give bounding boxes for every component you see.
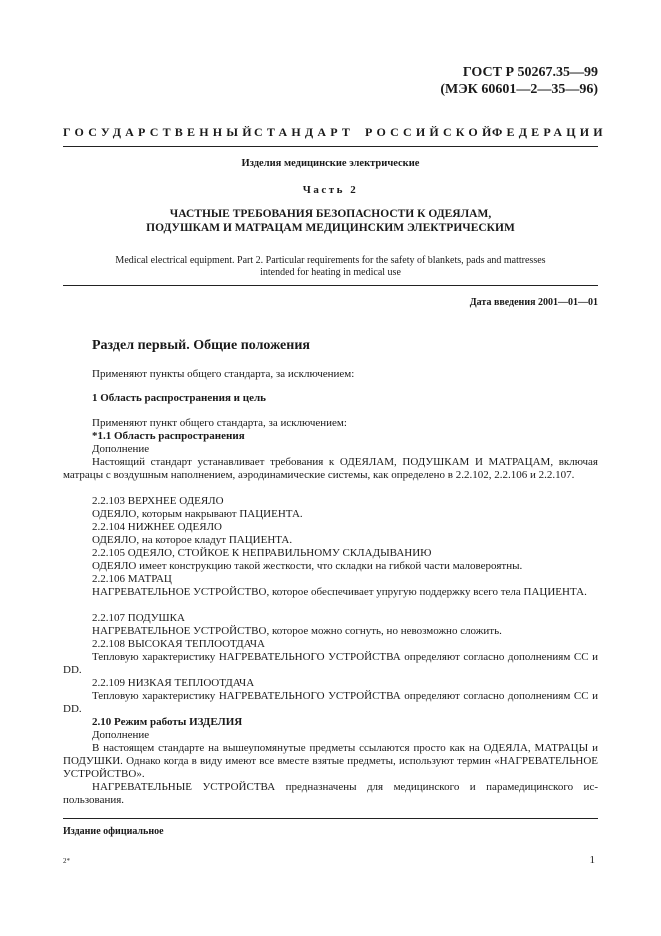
clause-1-1-heading: *1.1 Область распространения (92, 430, 245, 442)
mode-paragraph-2: НАГРЕВАТЕЛЬНЫЕ УСТРОЙСТВА предназначены для медицинского и парамедицинского использования. (63, 781, 598, 806)
english-title-line-1: Medical electrical equipment. Part 2. Particular requirements for the safety of blankets, pads and mattresses (115, 255, 546, 266)
clause-1-heading: 1 Область распространения и цель (92, 392, 266, 404)
addition-label-1: Дополнение (92, 443, 150, 455)
part-label: Часть 2 (302, 184, 359, 196)
addition-label-2: Дополнение (92, 729, 150, 741)
title-divider (63, 285, 598, 286)
banner-word-4: ФЕДЕРАЦИИ (492, 125, 607, 139)
definition-2-2-109-term: 2.2.109 НИЗКАЯ ТЕПЛООТДАЧА (92, 677, 255, 689)
signature-mark: 2* (63, 857, 70, 865)
definition-2-2-104-text: ОДЕЯЛО, на которое кладут ПАЦИЕНТА. (92, 534, 293, 546)
clause-2-10-heading: 2.10 Режим работы ИЗДЕЛИЯ (92, 716, 243, 728)
definition-2-2-108-text: Тепловую характеристику НАГРЕВАТЕЛЬНОГО УСТРОЙСТВА определяют согласно дополнениям СС и DD. (63, 651, 598, 676)
document-subtitle: Изделия медицинские электрические (241, 158, 420, 169)
clause-1-text: Применяют пункт общего стандарта, за исключением: (92, 417, 347, 429)
definition-2-2-108-term: 2.2.108 ВЫСОКАЯ ТЕПЛООТДАЧА (92, 638, 265, 650)
page-number: 1 (589, 854, 595, 866)
english-title (63, 255, 598, 279)
definition-2-2-104-term: 2.2.104 НИЖНЕЕ ОДЕЯЛО (92, 521, 222, 533)
effective-date: Дата введения 2001—01—01 (469, 297, 598, 308)
definition-2-2-105-text: ОДЕЯЛО имеет конструкцию такой жесткости, что складки на гибкой части маловероятны. (92, 560, 523, 572)
standard-designation (440, 64, 598, 98)
title-line-2: ПОДУШКАМ И МАТРАЦАМ МЕДИЦИНСКИМ ЭЛЕКТРИЧЕСКИМ (146, 222, 515, 234)
definition-2-2-106-term: 2.2.106 МАТРАЦ (92, 573, 172, 585)
footer-divider (63, 818, 598, 819)
definition-2-2-103-term: 2.2.103 ВЕРХНЕЕ ОДЕЯЛО (92, 495, 224, 507)
definition-2-2-109-text: Тепловую характеристику НАГРЕВАТЕЛЬНОГО УСТРОЙСТВА определяют согласно дополнениям СС и DD. (63, 690, 598, 715)
english-title-line-2: intended for heating in medical use (260, 267, 401, 278)
definition-2-2-106-text: НАГРЕВАТЕЛЬНОЕ УСТРОЙСТВО, которое обеспечивает упругую поддержку всего тела ПАЦИЕНТА. (92, 586, 587, 598)
banner-word-1: ГОСУДАРСТВЕННЫЙ (63, 125, 256, 139)
intro-paragraph: Применяют пункты общего стандарта, за исключением: (92, 368, 355, 380)
definition-2-2-103-text: ОДЕЯЛО, которым накрывают ПАЦИЕНТА. (92, 508, 303, 520)
title-line-1: ЧАСТНЫЕ ТРЕБОВАНИЯ БЕЗОПАСНОСТИ К ОДЕЯЛАМ, (169, 208, 492, 220)
top-divider (63, 146, 598, 147)
definition-2-2-107-term: 2.2.107 ПОДУШКА (92, 612, 185, 624)
section-title: Раздел первый. Общие положения (92, 338, 310, 353)
definition-2-2-107-text: НАГРЕВАТЕЛЬНОЕ УСТРОЙСТВО, которое можно согнуть, но невозможно сложить. (92, 625, 502, 637)
official-edition-label: Издание официальное (63, 826, 164, 837)
mode-paragraph-1: В настоящем стандарте на вышеупомянутые предметы ссылаются просто как на ОДЕЯЛА, МАТРАЦЫ и ПОДУШКИ. Однако когда в виду имеют все вместе взятые предметы, используют термин «НАГРЕВАТЕЛЬНОЕ УСТРОЙСТВО». (63, 742, 598, 780)
banner-word-3: РОССИЙСКОЙ (365, 125, 496, 139)
banner-word-2: СТАНДАРТ (254, 125, 355, 139)
scope-paragraph: Настоящий стандарт устанавливает требования к ОДЕЯЛАМ, ПОДУШКАМ И МАТРАЦАМ, включая матрацы с воздушным наполнением, аэродинамические системы, как определено в 2.2.102, 2.2.106 и 2.2.107. (63, 456, 598, 481)
gost-number: ГОСТ Р 50267.35—99 (462, 65, 598, 80)
document-title (63, 207, 598, 235)
definition-2-2-105-term: 2.2.105 ОДЕЯЛО, СТОЙКОЕ К НЕПРАВИЛЬНОМУ СКЛАДЫВАНИЮ (92, 547, 432, 559)
iec-number: (МЭК 60601—2—35—96) (440, 82, 598, 97)
